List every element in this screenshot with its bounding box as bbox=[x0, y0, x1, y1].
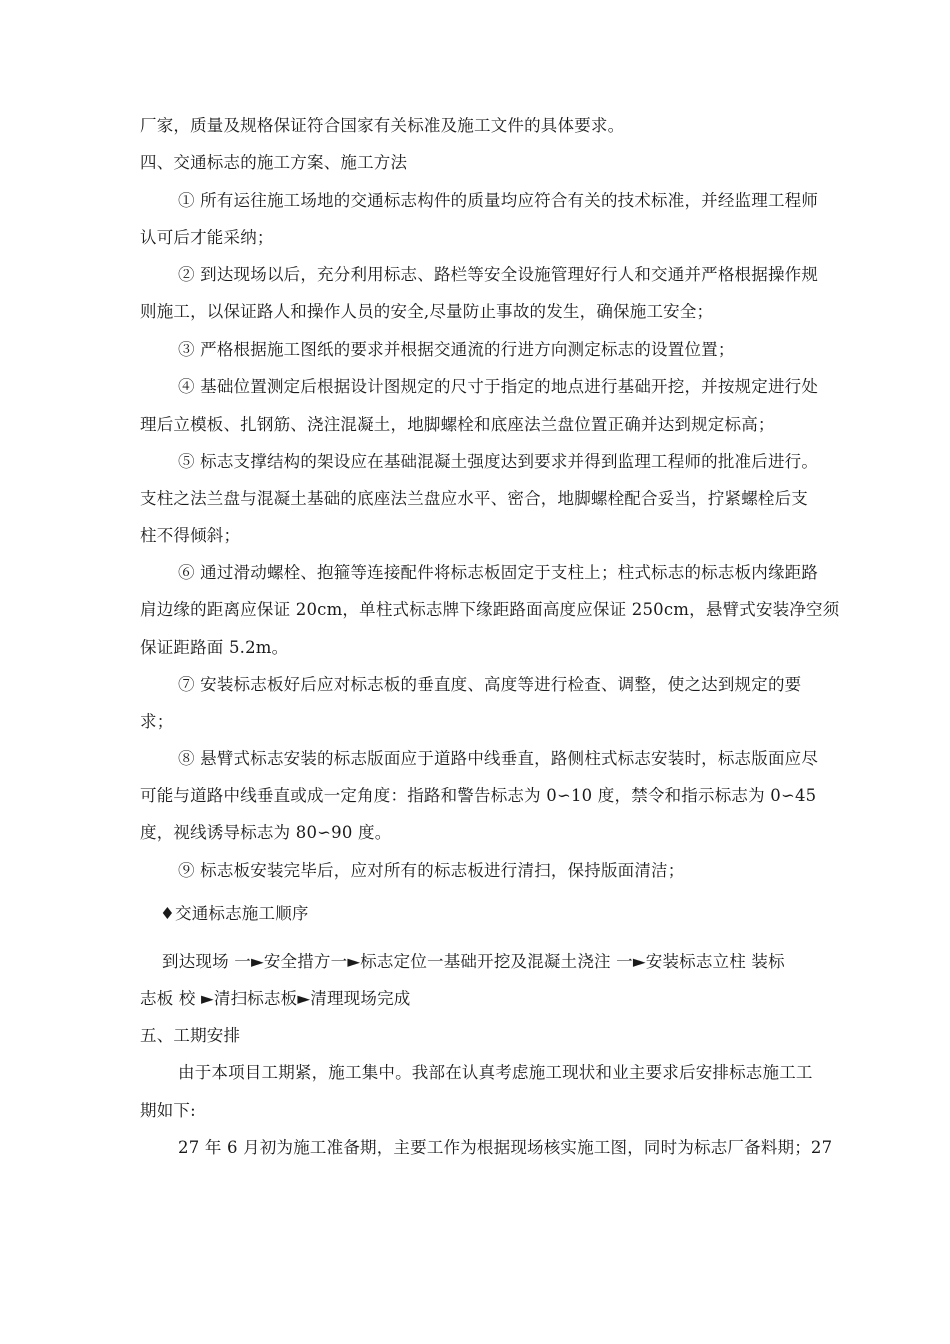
item-1-line-2: 认可后才能采纳； bbox=[140, 228, 274, 247]
item-5-line-2: 支柱之法兰盘与混凝土基础的底座法兰盘应水平、密合，地脚螺栓配合妥当，拧紧螺栓后支 bbox=[140, 489, 808, 508]
item-3-line-1: ③ 严格根据施工图纸的要求并根据交通流的行进方向测定标志的设置位置； bbox=[178, 340, 735, 359]
item-5-line-1: ⑤ 标志支撑结构的架设应在基础混凝土强度达到要求并得到监理工程师的批准后进行。 bbox=[178, 452, 819, 471]
item-7-line-2: 求； bbox=[140, 712, 174, 731]
item-7-line-1: ⑦ 安装标志板好后应对标志板的垂直度、高度等进行检查、调整，使之达到规定的要 bbox=[178, 675, 802, 694]
item-6-line-3: 保证距路面 5.2m。 bbox=[140, 638, 289, 657]
item-2-line-2: 则施工，以保证路人和操作人员的安全,尽量防止事故的发生，确保施工安全； bbox=[140, 302, 714, 321]
continuation-text: 厂家，质量及规格保证符合国家有关标准及施工文件的具体要求。 bbox=[140, 116, 625, 135]
item-2-line-1: ② 到达现场以后，充分利用标志、路栏等安全设施管理好行人和交通并严格根据操作规 bbox=[178, 265, 819, 284]
item-8-line-1: ⑧ 悬臂式标志安装的标志版面应于道路中线垂直，路侧柱式标志安装时，标志版面应尽 bbox=[178, 749, 819, 768]
schedule-para-1-line-2: 期如下: bbox=[140, 1101, 196, 1120]
item-9-line-1: ⑨ 标志板安装完毕后，应对所有的标志板进行清扫，保持版面清洁； bbox=[178, 861, 685, 880]
sequence-line-1: 到达现场 一►安全措方一►标志定位一基础开挖及混凝土浇注 一►安装标志立柱 装标 bbox=[162, 952, 785, 971]
item-8-line-3: 度，视线诱导标志为 80∽90 度。 bbox=[140, 823, 392, 842]
item-4-line-1: ④ 基础位置测定后根据设计图规定的尺寸于指定的地点进行基础开挖，并按规定进行处 bbox=[178, 377, 819, 396]
section-5-heading: 五、工期安排 bbox=[140, 1026, 241, 1045]
item-5-line-3: 柱不得倾斜； bbox=[140, 526, 241, 545]
schedule-para-1-line-1: 由于本项目工期紧，施工集中。我部在认真考虑施工现状和业主要求后安排标志施工工 bbox=[178, 1063, 813, 1082]
sequence-title: ♦交通标志施工顺序 bbox=[160, 904, 309, 923]
item-4-line-2: 理后立模板、扎钢筋、浇注混凝土，地脚螺栓和底座法兰盘位置正确并达到规定标高； bbox=[140, 415, 775, 434]
sequence-line-2: 志板 校 ►清扫标志板►清理现场完成 bbox=[140, 989, 411, 1008]
schedule-para-2-line-1: 27 年 6 月初为施工准备期，主要工作为根据现场核实施工图，同时为标志厂备料期；27 bbox=[178, 1138, 833, 1157]
section-4-heading: 四、交通标志的施工方案、施工方法 bbox=[140, 153, 408, 172]
item-6-line-1: ⑥ 通过滑动螺栓、抱箍等连接配件将标志板固定于支柱上；柱式标志的标志板内缘距路 bbox=[178, 563, 819, 582]
item-1-line-1: ① 所有运往施工场地的交通标志构件的质量均应符合有关的技术标准，并经监理工程师 bbox=[178, 191, 819, 210]
item-8-line-2: 可能与道路中线垂直或成一定角度：指路和警告标志为 0∽10 度，禁令和指示标志为 0∽45 bbox=[140, 786, 817, 805]
item-6-line-2: 肩边缘的距离应保证 20cm，单柱式标志牌下缘距路面高度应保证 250cm，悬臂式安装净空须 bbox=[140, 600, 840, 619]
